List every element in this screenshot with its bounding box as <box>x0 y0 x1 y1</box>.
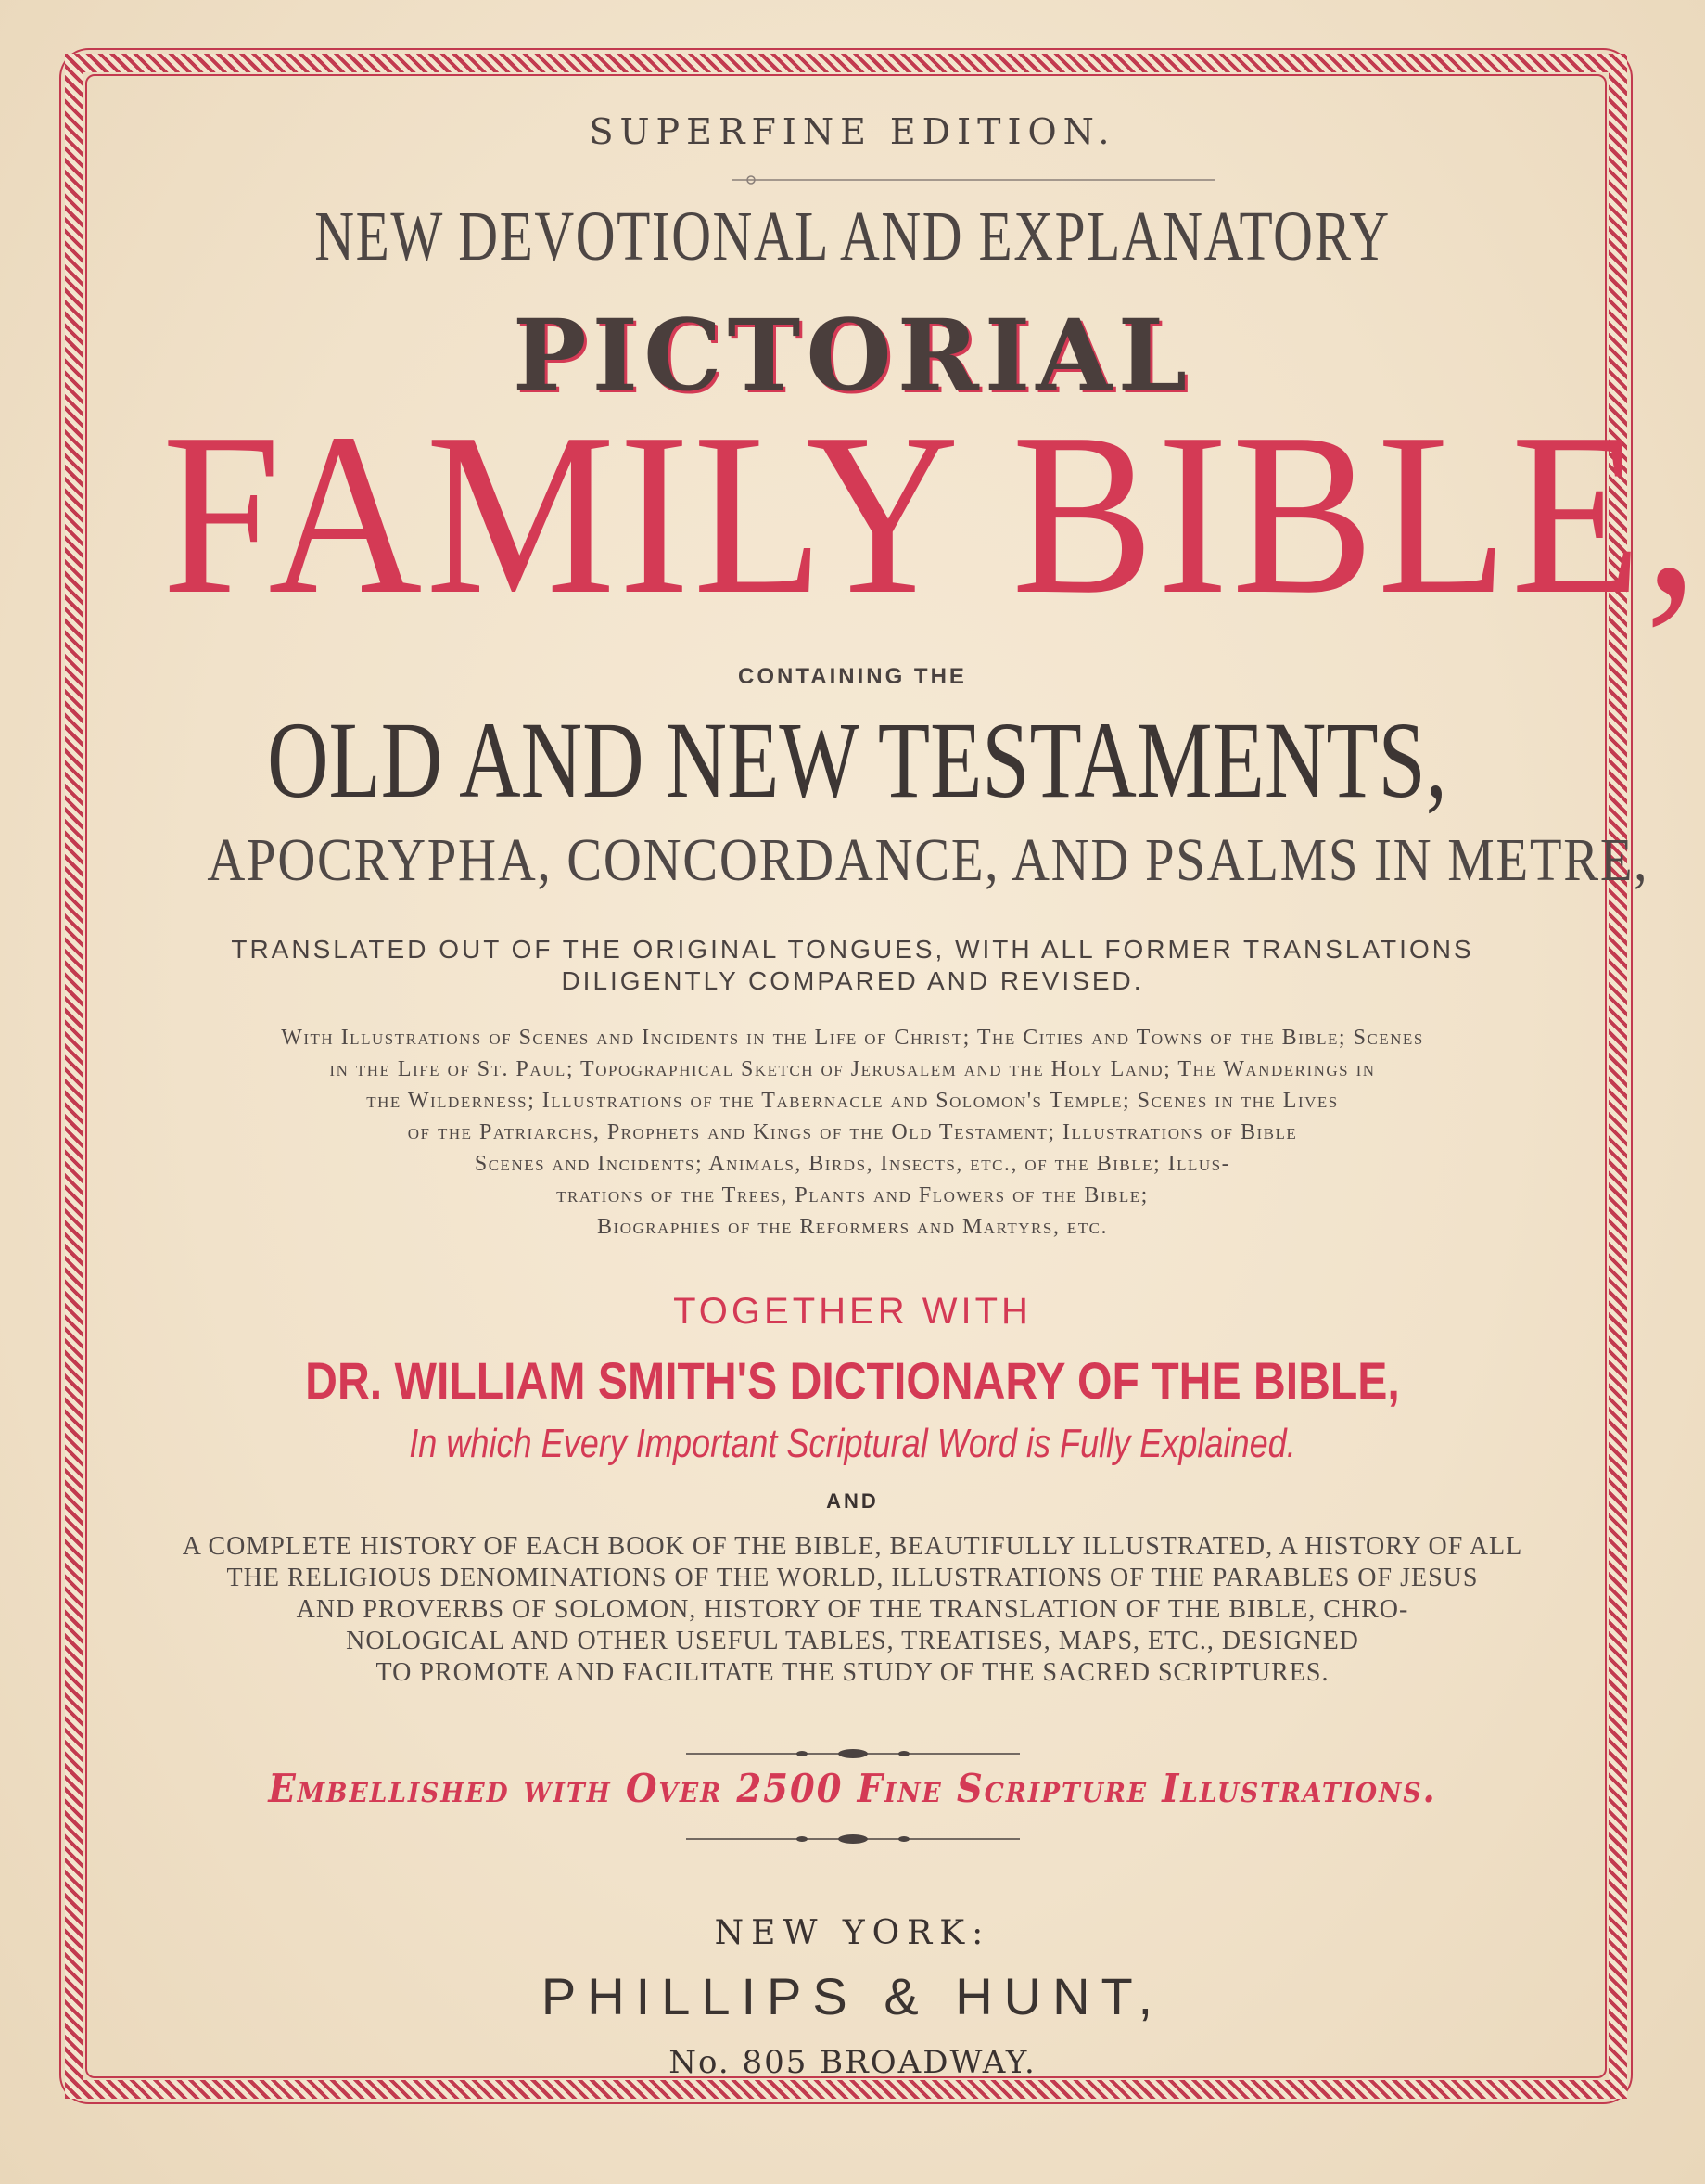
illustrations-line: trations of the Trees, Plants and Flowers of the Bible; <box>556 1183 1149 1207</box>
main-title: FAMILY BIBLE, <box>161 386 1702 643</box>
translated-line-1: TRANSLATED OUT OF THE ORIGINAL TONGUES, WITH ALL FORMER TRANSLATIONS <box>231 935 1474 964</box>
subtitle: NEW DEVOTIONAL AND EXPLANATORY <box>314 198 1391 275</box>
illustrations-line: With Illustrations of Scenes and Incidents in the Life of Christ; The Cities and Towns of the Bible; Scenes <box>281 1026 1424 1050</box>
history-line: NOLOGICAL AND OTHER USEFUL TABLES, TREATISES, MAPS, ETC., DESIGNED <box>346 1627 1359 1655</box>
together-with-label: TOGETHER WITH <box>673 1291 1032 1332</box>
edition-label: SUPERFINE EDITION. <box>589 111 1116 152</box>
publisher-address: No. 805 BROADWAY. <box>668 2044 1037 2081</box>
lower-ornamental-rule <box>686 1833 1020 1846</box>
containing-label: CONTAINING THE <box>738 664 967 689</box>
publisher-name: PHILLIPS & HUNT, <box>541 1967 1164 2025</box>
top-separator-ornament <box>732 174 1215 185</box>
translated-line-2: DILIGENTLY COMPARED AND REVISED. <box>561 966 1144 995</box>
upper-ornamental-rule <box>686 1747 1020 1760</box>
illustrations-line: of the Patriarchs, Prophets and Kings of the Old Testament; Illustrations of Bible <box>407 1120 1298 1144</box>
apocrypha-heading: APOCRYPHA, CONCORDANCE, AND PSALMS IN METRE, <box>207 826 1649 894</box>
and-label: AND <box>826 1489 879 1513</box>
publisher-city: NEW YORK: <box>714 1914 991 1952</box>
testaments-heading: OLD AND NEW TESTAMENTS, <box>267 699 1447 821</box>
history-line: THE RELIGIOUS DENOMINATIONS OF THE WORLD, ILLUSTRATIONS OF THE PARABLES OF JESUS <box>226 1564 1479 1592</box>
illustrations-line: the Wilderness; Illustrations of the Tabernacle and Solomon's Temple; Scenes in the Lives <box>366 1089 1339 1113</box>
history-line: AND PROVERBS OF SOLOMON, HISTORY OF THE TRANSLATION OF THE BIBLE, CHRO- <box>296 1595 1409 1624</box>
embellished-banner: Embellished with Over 2500 Fine Scripture Illustrations. <box>268 1766 1437 1811</box>
dictionary-heading: DR. WILLIAM SMITH'S DICTIONARY OF THE BIBLE, <box>305 1351 1400 1410</box>
history-line: TO PROMOTE AND FACILITATE THE STUDY OF THE SACRED SCRIPTURES. <box>375 1658 1330 1687</box>
history-line: A COMPLETE HISTORY OF EACH BOOK OF THE BIBLE, BEAUTIFULLY ILLUSTRATED, A HISTORY OF ALL <box>182 1532 1523 1561</box>
pictorial-heading: PICTORIAL <box>512 297 1193 413</box>
dictionary-tagline: In which Every Important Scriptural Word is Fully Explained. <box>409 1421 1296 1466</box>
illustrations-line: Biographies of the Reformers and Martyrs, etc. <box>597 1215 1108 1239</box>
illustrations-line: in the Life of St. Paul; Topographical Sketch of Jerusalem and the Holy Land; The Wanderings in <box>329 1057 1376 1081</box>
illustrations-line: Scenes and Incidents; Animals, Birds, Insects, etc., of the Bible; Illus- <box>474 1152 1231 1176</box>
